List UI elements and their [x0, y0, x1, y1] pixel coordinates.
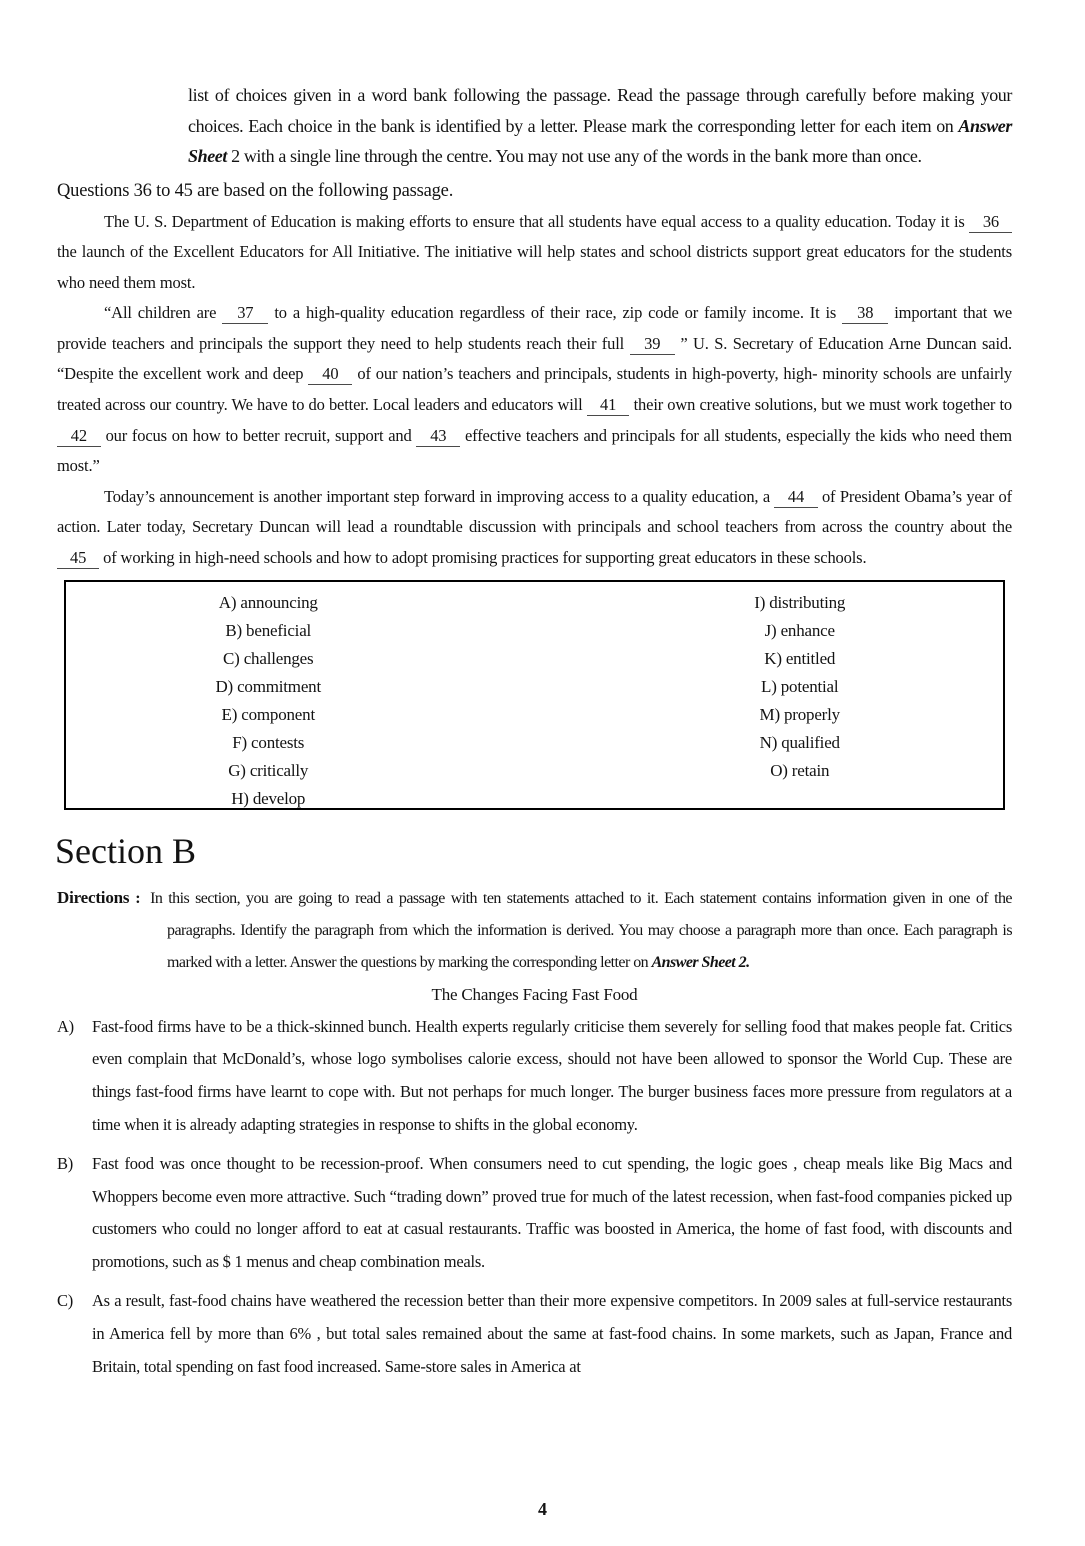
cloze-blank-41: 41 — [587, 395, 630, 416]
cloze-blank-42: 42 — [57, 426, 101, 447]
word-bank-item: N) qualified — [759, 732, 840, 752]
directions-text: In this section, you are going to read a passage with ten statements attached to it. Each statement contains information given in one of the paragraphs. Identify the paragraph from which the information is derived. You may choose a paragraph more than once. Each paragraph is marked with a letter. Answer the questions by marking the corresponding letter on Answer Sheet 2. — [150, 889, 1012, 971]
word-bank-item: G) critically — [228, 760, 309, 780]
questions-range-note: Questions 36 to 45 are based on the following passage. — [57, 180, 454, 201]
section-b-title: Section B — [55, 830, 196, 871]
word-bank-item: D) commitment — [215, 676, 322, 696]
word-bank-item: F) contests — [232, 732, 305, 752]
cloze-blank-43: 43 — [416, 426, 460, 447]
section-b-directions — [57, 882, 1012, 979]
cloze-blank-37: 37 — [222, 303, 268, 324]
answer-sheet-ref: Answer Sheet 2. — [651, 953, 750, 971]
word-bank-item: B) beneficial — [225, 620, 312, 640]
cloze-paragraph-2: “All children are 37 to a high-quality education regardless of their race, zip code or family income. It is 38 important that we provide teachers and principals the support they need to help students reach their full 39 ” U. S. Secretary of Education Arne Duncan said. “Despite the excellent work and deep 40 of our nation’s teachers and principals, students in high-poverty, high- minority schools are unfairly treated across our country. We have to do better. Local leaders and educators will 41 their own creative solutions, but we must work together to 42 our focus on how to better recruit, support and 43 effective teachers and principals for all students, especially the kids who need them most.” — [57, 303, 1013, 476]
cloze-blank-36: 36 — [969, 212, 1012, 233]
paragraph-letter-label: B) — [57, 1153, 73, 1173]
lettered-paragraphs — [57, 1011, 1012, 1384]
cloze-paragraph-3: Today’s announcement is another important step forward in improving access to a quality education, a 44 of President Obama’s year of action. Later today, Secretary Duncan will lead a roundtable discussion with principals and school teachers from across the country about the 45 of working in high-need schools and how to adopt promising practices for supporting great educators in these schools. — [57, 486, 1012, 568]
cloze-blank-39: 39 — [630, 334, 675, 355]
cloze-blank-45: 45 — [57, 548, 99, 569]
word-bank-left-column — [66, 589, 535, 808]
answer-sheet-ref: Answer Sheet — [188, 115, 1012, 166]
lettered-paragraph — [57, 1285, 1012, 1383]
paragraph-text: Fast-food firms have to be a thick-skinned bunch. Health experts regularly criticise them severely for selling food that makes people fat. Critics even complain that McDonald’s, whose logo symbolises calorie excess, should not have been allowed to sponsor the World Cup. These are things fast-food firms have learnt to cope with. But not perhaps for much longer. The burger business faces more pressure from regulators at a time when it is already adapting strategies in response to shifts in the global economy. — [92, 1016, 1012, 1135]
section-a-directions-continuation: list of choices given in a word bank following the passage. Read the passage through carefully before making your choices. Each choice in the bank is identified by a letter. Please mark the corresponding letter for each item on Answer Sheet 2 with a single line through the centre. You may not use any of the words in the bank more than once. — [188, 85, 1012, 166]
word-bank-item: E) component — [221, 704, 315, 724]
word-bank-item: M) properly — [759, 704, 840, 724]
word-bank-right-column — [535, 589, 1004, 808]
word-bank-item: A) announcing — [218, 592, 318, 612]
paragraph-letter-label: A) — [57, 1016, 74, 1036]
directions-colon: : — [135, 889, 141, 907]
word-bank-item: O) retain — [770, 760, 830, 780]
cloze-paragraph-1: The U. S. Department of Education is making efforts to ensure that all students have equal access to a quality education. Today it is 36 the launch of the Excellent Educators for All Initiative. The initiative will help states and school districts support great educators for the students who need them most. — [57, 211, 1012, 292]
page-number: 4 — [538, 1499, 547, 1519]
cloze-blank-40: 40 — [308, 364, 352, 385]
cloze-blank-44: 44 — [774, 487, 817, 508]
word-bank-item: K) entitled — [764, 648, 836, 668]
word-bank — [64, 580, 1005, 810]
lettered-paragraph — [57, 1148, 1012, 1279]
cloze-passage — [57, 207, 1012, 574]
paragraph-text: Fast food was once thought to be recession-proof. When consumers need to cut spending, the logic goes , cheap meals like Big Macs and Whoppers become even more attractive. Such “trading down” proved true for much of the latest recession, when fast-food companies picked up customers who could no longer afford to eat at casual restaurants. Traffic was boosted in America, the home of fast food, with discounts and promotions, such as $ 1 menus and cheap combination meals. — [92, 1153, 1012, 1272]
word-bank-item: J) enhance — [764, 620, 835, 640]
word-bank-item: L) potential — [761, 676, 839, 696]
paragraph-text: As a result, fast-food chains have weathered the recession better than their more expensive competitors. In 2009 sales at full-service restaurants in America fell by more than 6% , but total sales remained about the same at fast-food chains. In some markets, such as Japan, France and Britain, total spending on fast food increased. Same-store sales in America at — [92, 1291, 1012, 1376]
lettered-paragraph — [57, 1011, 1012, 1142]
word-bank-item: I) distributing — [754, 592, 846, 612]
directions-label: Directions — [57, 887, 130, 907]
word-bank-item: C) challenges — [223, 648, 314, 668]
word-bank-item: H) develop — [231, 788, 306, 808]
cloze-blank-38: 38 — [842, 303, 888, 324]
reading-passage-title: The Changes Facing Fast Food — [431, 984, 638, 1004]
paragraph-letter-label: C) — [57, 1291, 73, 1310]
